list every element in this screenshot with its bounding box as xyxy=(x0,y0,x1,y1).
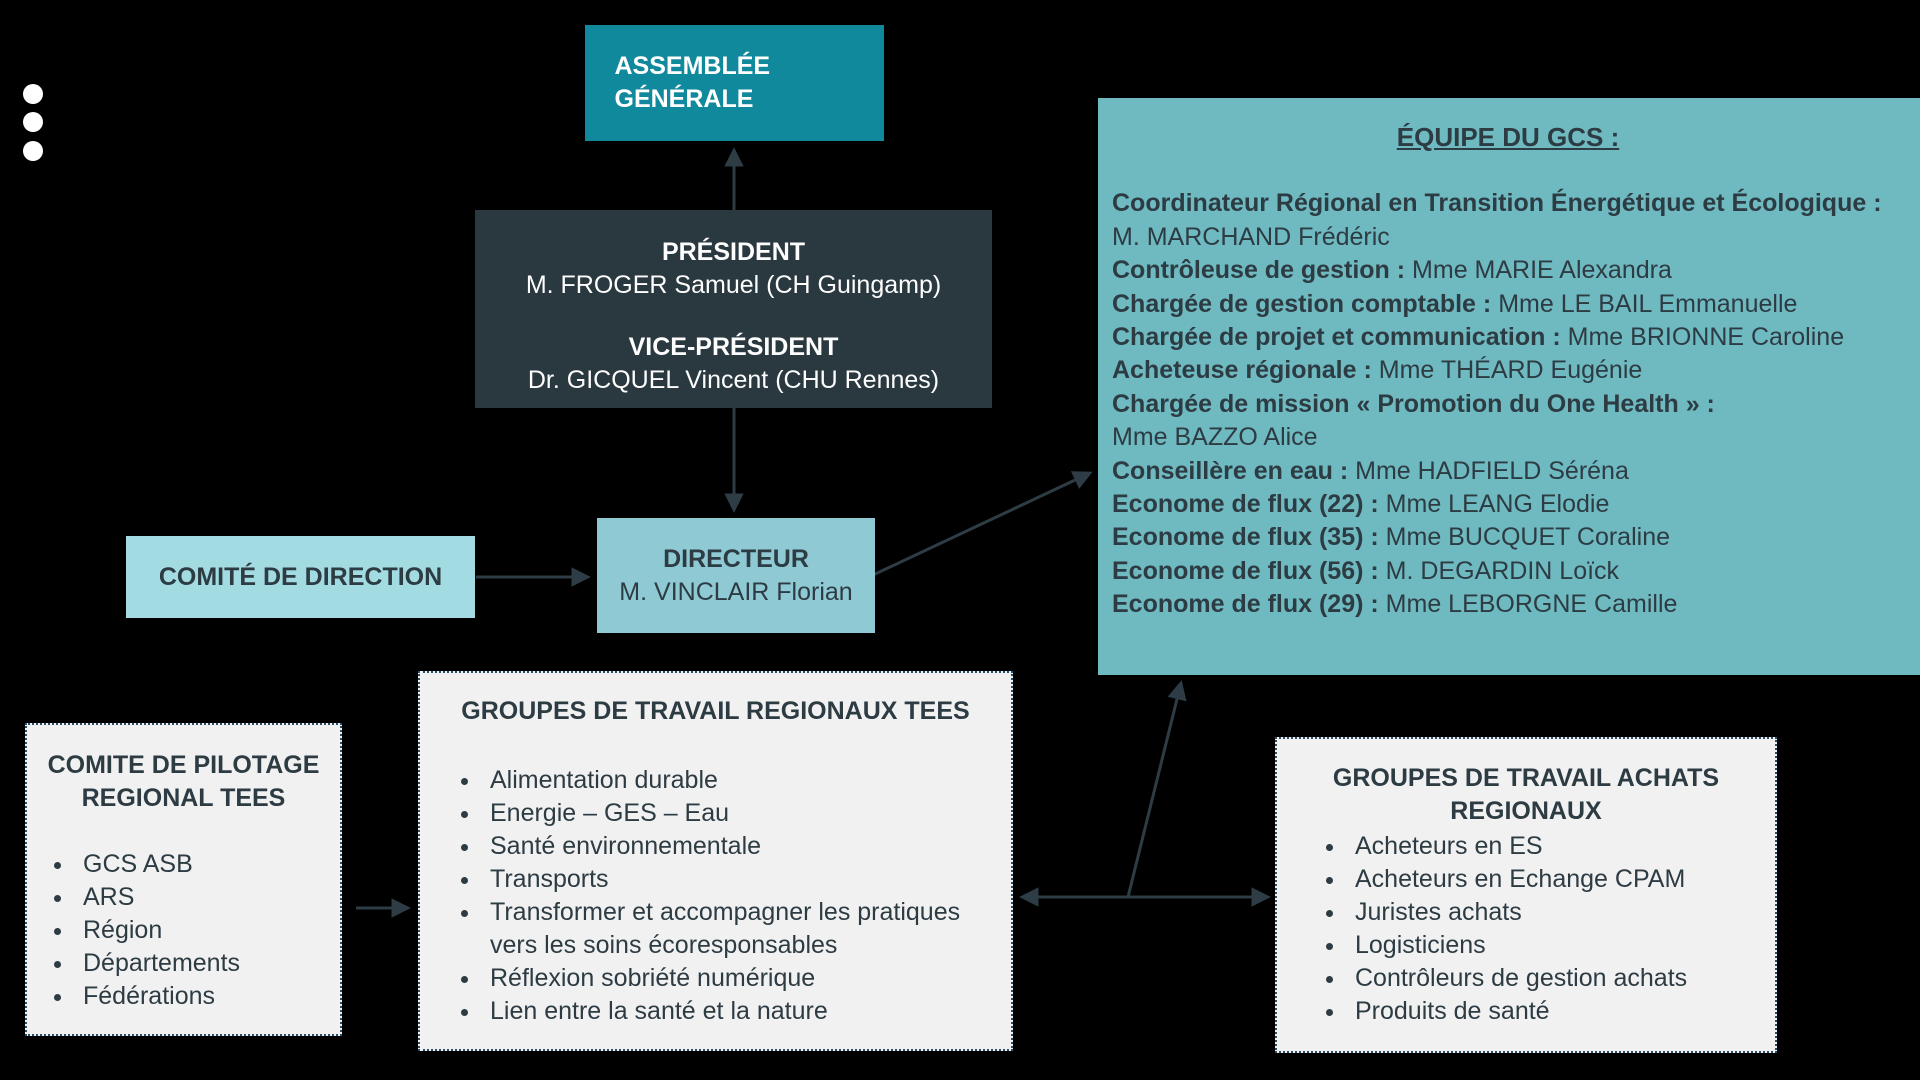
list-item: • Produits de santé xyxy=(1347,995,1775,1028)
comite-pilotage-title: COMITE DE PILOTAGE REGIONAL TEES xyxy=(47,751,320,812)
member-name: Mme LEBORGNE Camille xyxy=(1385,590,1678,619)
assemblee-generale-title: ASSEMBLÉE GÉNÉRALE xyxy=(614,52,771,113)
member-name: Mme LE BAIL Emmanuelle xyxy=(1498,289,1798,318)
list-item: • Santé environnementale xyxy=(482,830,991,863)
member-name: Mme THÉARD Eugénie xyxy=(1378,356,1643,385)
team-member-row xyxy=(1112,588,1904,621)
member-role: Acheteuse régionale : xyxy=(1112,356,1372,385)
list-item: • Logisticiens xyxy=(1347,929,1775,962)
team-member-row xyxy=(1112,288,1904,321)
vertical-ellipsis-menu[interactable] xyxy=(23,84,43,171)
ellipsis-dot-icon xyxy=(23,112,43,132)
list-item: • Transports xyxy=(482,863,991,896)
member-role: Coordinateur Régional en Transition Énergétique et Écologique : xyxy=(1112,189,1882,218)
spacer xyxy=(475,302,992,331)
president-title: PRÉSIDENT xyxy=(661,238,806,266)
list-item: • Alimentation durable xyxy=(482,764,991,797)
member-name: Mme BUCQUET Coraline xyxy=(1385,523,1670,552)
vice-president-name: Dr. GICQUEL Vincent (CHU Rennes) xyxy=(527,366,940,394)
groupes-travail-tees-title: GROUPES DE TRAVAIL REGIONAUX TEES xyxy=(461,697,970,725)
comite-direction-title: COMITÉ DE DIRECTION xyxy=(158,562,443,591)
list-item: • Transformer et accompagner les pratiques vers les soins écoresponsables xyxy=(482,896,991,962)
equipe-gcs-title: ÉQUIPE DU GCS : xyxy=(1396,122,1620,152)
groupes-travail-tees-list xyxy=(420,764,1011,1028)
groupes-travail-achats-title: GROUPES DE TRAVAIL ACHATS REGIONAUX xyxy=(1332,764,1720,825)
member-name: Mme BAZZO Alice xyxy=(1112,423,1318,452)
directeur-title: DIRECTEUR xyxy=(663,545,809,573)
team-member-row xyxy=(1112,455,1904,488)
member-name: Mme HADFIELD Séréna xyxy=(1355,456,1629,485)
comite-pilotage-list xyxy=(27,848,340,1013)
list-item: • Acheteurs en ES xyxy=(1347,830,1775,863)
vice-president-title: VICE-PRÉSIDENT xyxy=(628,333,839,361)
ellipsis-dot-icon xyxy=(23,84,43,104)
ellipsis-dot-icon xyxy=(23,141,43,161)
comite-pilotage-box xyxy=(25,723,342,1036)
directeur-name: M. VINCLAIR Florian xyxy=(619,578,853,606)
presidence-box xyxy=(475,210,992,408)
president-name: M. FROGER Samuel (CH Guingamp) xyxy=(525,271,942,299)
member-name: Mme LEANG Elodie xyxy=(1385,490,1610,519)
member-name: Mme MARIE Alexandra xyxy=(1412,256,1672,285)
member-role: Chargée de projet et communication : xyxy=(1112,323,1561,352)
member-role: Contrôleuse de gestion : xyxy=(1112,256,1406,285)
list-item: • Départements xyxy=(75,947,340,980)
team-member-row xyxy=(1112,521,1904,554)
groupes-travail-achats-list xyxy=(1277,830,1775,1028)
team-member-row xyxy=(1112,488,1904,521)
team-member-row xyxy=(1112,321,1904,354)
list-item: • Région xyxy=(75,914,340,947)
list-item: • GCS ASB xyxy=(75,848,340,881)
team-member-row xyxy=(1112,388,1904,455)
member-role: Chargée de mission « Promotion du One Health » : xyxy=(1112,389,1715,418)
team-member-row xyxy=(1112,354,1904,387)
equipe-gcs-box xyxy=(1098,98,1920,675)
list-item: • Contrôleurs de gestion achats xyxy=(1347,962,1775,995)
directeur-box xyxy=(597,518,875,633)
connector-directeur-gcs xyxy=(873,473,1090,575)
member-name: M. MARCHAND Frédéric xyxy=(1112,222,1390,251)
list-item: • Lien entre la santé et la nature xyxy=(482,995,991,1028)
member-role: Econome de flux (56) : xyxy=(1112,556,1379,585)
list-item: • Juristes achats xyxy=(1347,896,1775,929)
list-item: • Acheteurs en Echange CPAM xyxy=(1347,863,1775,896)
list-item: • Réflexion sobriété numérique xyxy=(482,962,991,995)
member-name: Mme BRIONNE Caroline xyxy=(1567,323,1845,352)
member-name: M. DEGARDIN Loïck xyxy=(1385,556,1620,585)
member-role: Econome de flux (22) : xyxy=(1112,490,1379,519)
team-member-row xyxy=(1112,555,1904,588)
connector-junction-gcs xyxy=(1128,683,1181,897)
member-role: Econome de flux (29) : xyxy=(1112,590,1379,619)
list-item: • ARS xyxy=(75,881,340,914)
list-item: • Energie – GES – Eau xyxy=(482,797,991,830)
team-member-row xyxy=(1112,254,1904,287)
comite-direction-box xyxy=(126,536,475,618)
assemblee-generale-box xyxy=(585,25,884,141)
team-member-row xyxy=(1112,187,1904,254)
member-role: Conseillère en eau : xyxy=(1112,456,1349,485)
groupes-travail-achats-box xyxy=(1275,737,1777,1053)
member-role: Econome de flux (35) : xyxy=(1112,523,1379,552)
list-item: • Fédérations xyxy=(75,980,340,1013)
member-role: Chargée de gestion comptable : xyxy=(1112,289,1492,318)
groupes-travail-tees-box xyxy=(418,671,1013,1051)
